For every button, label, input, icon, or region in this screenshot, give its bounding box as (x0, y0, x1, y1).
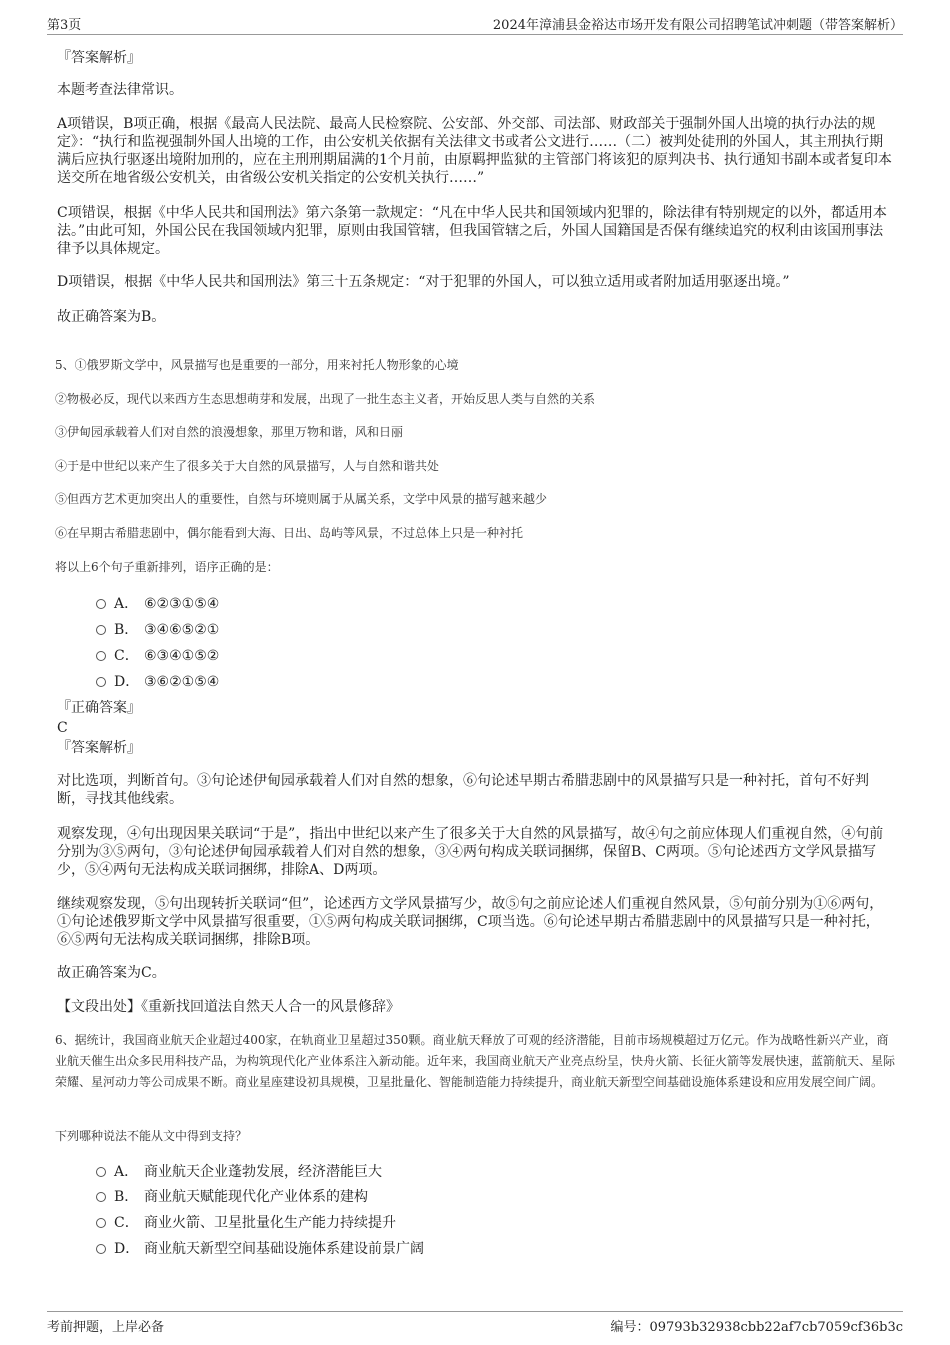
radio-icon[interactable] (96, 1167, 106, 1177)
q5-sentence-2: ②物极必反，现代以来西方生态思想萌芽和发展，出现了一批生态主义者，开始反思人类与自然的关系 (55, 392, 596, 406)
q5-source: 【文段出处】《重新找回道法自然天人合一的风景修辞》 (57, 999, 400, 1015)
page-number: 第3页 (47, 18, 82, 33)
q5-analysis-2: 观察发现，④句出现因果关联词“于是”，指出中世纪以来产生了很多关于大自然的风景描写，故④句之前应体现人们重视自然，④句前分别为③⑤两句，③句论述伊甸园承载着人们对自然的想象，③④两句构成关联词捆绑，保留B、C两项。⑤句论述西方文学风景描写少，⑤④两句无法构成关联词捆绑，排除A、D两项。 (57, 826, 884, 878)
document-id: 编号：09793b32938cbb22af7cb7059cf36b3c (610, 1320, 903, 1335)
q6-option-c[interactable]: C． 商业火箭、卫星批量化生产能力持续提升 (96, 1214, 396, 1232)
analysis-conclusion: 故正确答案为B。 (57, 309, 166, 325)
q5-conclusion: 故正确答案为C。 (57, 965, 166, 981)
answer-value: C (57, 720, 68, 736)
footer-slogan: 考前押题，上岸必备 (47, 1320, 165, 1335)
page-footer (47, 1311, 903, 1334)
q5-sentence-5: ⑤但西方艺术更加突出人的重要性，自然与环境则属于从属关系，文学中风景的描写越来越少 (55, 492, 548, 506)
q5-option-a[interactable]: A． ⑥②③①⑤④ (96, 595, 219, 613)
radio-icon[interactable] (96, 599, 106, 609)
q6-prompt: 下列哪种说法不能从文中得到支持？ (55, 1129, 248, 1143)
analysis-heading: 『答案解析』 (57, 740, 141, 756)
q5-sentence-6: ⑥在早期古希腊悲剧中，偶尔能看到大海、日出、岛屿等风景，不过总体上只是一种衬托 (55, 526, 524, 540)
answer-heading: 『正确答案』 (57, 700, 141, 716)
q5-option-c[interactable]: C． ⑥③④①⑤② (96, 647, 219, 665)
q5-sentence-3: ③伊甸园承载着人们对自然的浪漫想象，那里万物和谐，风和日丽 (55, 425, 404, 439)
analysis-intro: 本题考查法律常识。 (57, 82, 183, 98)
q5-sentence-4: ④于是中世纪以来产生了很多关于大自然的风景描写，人与自然和谐共处 (55, 459, 440, 473)
q6-passage: 6、据统计，我国商业航天企业超过400家，在轨商业卫星超过350颗。商业航天释放了可观的经济潜能，目前市场规模超过万亿元。作为战略性新兴产业，商业航天催生出众多民用科技产品，为构筑现代化产业体系注入新动能。近年来，我国商业航天产业亮点纷呈，快舟火箭、长征火箭等发展快速，蓝箭航天、星际荣耀、星河动力等公司成果不断。商业星座建设初具规模，卫星批量化、智能制造能力持续提升，商业航天新型空间基础设施体系建设和应用发展空间广阔。 (55, 1033, 896, 1089)
q5-sentence-1: 5、①俄罗斯文学中，风景描写也是重要的一部分，用来衬托人物形象的心境 (55, 358, 459, 372)
radio-icon[interactable] (96, 651, 106, 661)
q5-prompt: 将以上6个句子重新排列，语序正确的是： (55, 560, 279, 574)
document-title: 2024年漳浦县金裕达市场开发有限公司招聘笔试冲刺题（带答案解析） (492, 18, 903, 33)
q5-analysis-1: 对比选项，判断首句。③句论述伊甸园承载着人们对自然的想象，⑥句论述早期古希腊悲剧中的风景描写只是一种衬托，首句不好判断，寻找其他线索。 (57, 773, 869, 807)
analysis-paragraph-d: D项错误，根据《中华人民共和国刑法》第三十五条规定：“对于犯罪的外国人，可以独立适用或者附加适用驱逐出境。” (57, 274, 790, 290)
q6-option-b[interactable]: B． 商业航天赋能现代化产业体系的建构 (96, 1188, 368, 1206)
q5-analysis-3: 继续观察发现，⑤句出现转折关联词“但”，论述西方文学风景描写少，故⑤句之前应论述人们重视自然风景，⑤句前分别为①⑥两句，①句论述俄罗斯文学中风景描写很重要，①⑤两句构成关联词捆绑，C项当选。⑥句论述早期古希腊悲剧中的风景描写只是一种衬托，⑥⑤两句无法构成关联词捆绑，排除B项。 (57, 896, 884, 948)
analysis-paragraph-c: C项错误，根据《中华人民共和国刑法》第六条第一款规定：“凡在中华人民共和国领域内犯罪的，除法律有特别规定的以外，都适用本法。”由此可知，外国公民在我国领域内犯罪，原则由我国管辖，但我国管辖之后，外国人国籍国是否保有继续追究的权利由该国刑事法律予以具体规定。 (57, 205, 887, 257)
analysis-paragraph-a-b: A项错误，B项正确，根据《最高人民法院、最高人民检察院、公安部、外交部、司法部、财政部关于强制外国人出境的执行办法的规定》：“执行和监视强制外国人出境的工作，由公安机关依据有关法律文书或者公文进行……（二）被判处徒刑的外国人，其主刑执行期满后应执行驱逐出境附加刑的，应在主刑刑期届满的1个月前，由原羁押监狱的主管部门将该犯的原判决书、执行通知书副本或者复印本送交所在地省级公安机关，由省级公安机关指定的公安机关执行……” (57, 116, 892, 186)
radio-icon[interactable] (96, 1192, 106, 1202)
radio-icon[interactable] (96, 625, 106, 635)
analysis-heading: 『答案解析』 (57, 50, 141, 66)
radio-icon[interactable] (96, 1244, 106, 1254)
q5-option-d[interactable]: D． ③⑥②①⑤④ (96, 673, 219, 691)
q6-option-a[interactable]: A． 商业航天企业蓬勃发展，经济潜能巨大 (96, 1163, 382, 1181)
q5-option-b[interactable]: B． ③④⑥⑤②① (96, 621, 219, 639)
radio-icon[interactable] (96, 677, 106, 687)
q6-option-d[interactable]: D． 商业航天新型空间基础设施体系建设前景广阔 (96, 1240, 424, 1258)
page-header (47, 14, 903, 35)
radio-icon[interactable] (96, 1218, 106, 1228)
